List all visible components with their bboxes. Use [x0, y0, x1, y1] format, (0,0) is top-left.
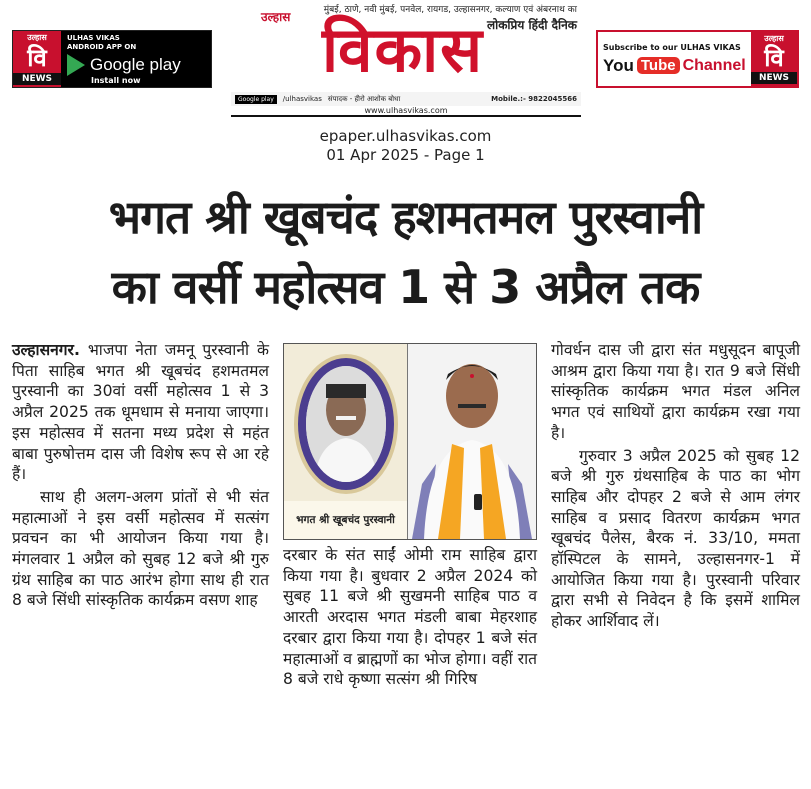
- install-now-label: Install now: [91, 75, 141, 85]
- epaper-site[interactable]: epaper.ulhasvikas.com: [319, 127, 492, 145]
- masthead: [231, 0, 581, 117]
- column-3-paragraph-1: गोवर्धन दास जी द्वारा संत मधुसूदन बापूजी आश्रम द्वारा किया गया है। रात 9 बजे सिंधी सांस्कृतिक कार्यक्रम भगत मंडल अनिल भगत एवं साथियों द्वारा कार्यक्रम रखा गया है।: [551, 341, 800, 442]
- leader-portrait-illustration: [408, 344, 536, 539]
- google-play-button[interactable]: [61, 31, 211, 87]
- article-headline: [10, 182, 801, 322]
- dateline: उल्हासनगर.: [12, 341, 80, 359]
- youtube-channel-badge[interactable]: [596, 30, 799, 88]
- masthead-small-title: उल्हास: [261, 10, 291, 24]
- logo-small-text-right: उल्हास: [764, 34, 784, 43]
- google-play-top-line: [67, 34, 211, 52]
- headline-line-1: भगत श्री खूबचंद हशमतमल पुरस्वानी: [108, 190, 703, 244]
- masthead-website[interactable]: www.ulhasvikas.com: [364, 106, 448, 115]
- portrait-photo-leader: [408, 344, 536, 539]
- android-app-badge[interactable]: [12, 30, 212, 88]
- column-1-paragraph-1: [12, 340, 269, 485]
- google-play-top: ANDROID APP ON: [67, 42, 137, 51]
- article-column-3: [551, 340, 800, 634]
- google-play-mini-icon: Google play: [235, 95, 277, 104]
- column-1-text-1: भाजपा नेता जमनू पुरस्वानी के पिता साहिब भगत श्री खूबचंद हशमतमल पुरस्वानी का 30वां वर्सी महोत्सव 1 से 3 अप्रैल 2025 तक धूमधाम से मनाया जाएगा। इस महोत्सव में सतना मध्य प्रदेश से महंत बाबा पुरुषोत्तम दास जी विशेष रूप से आ रहे हैं।: [12, 341, 269, 484]
- youtube-tube-icon: Tube: [637, 57, 680, 74]
- headline-line-2: का वर्सी महोत्सव 1 से 3 अप्रैल तक: [111, 260, 700, 314]
- edition-meta: [0, 127, 811, 165]
- masthead-cities: मुंबई, ठाणे, नवी मुंबई, पनवेल, रायगड, उल्हासनगर, कल्याण एवं अंबरनाथ का: [323, 5, 577, 15]
- masthead-tagline: लोकप्रिय हिंदी दैनिक: [486, 18, 577, 32]
- portrait-photo-elder: [284, 344, 408, 539]
- youtube-logo-row: [603, 56, 751, 76]
- article-column-2: [283, 545, 537, 692]
- column-2-paragraph-1: दरबार के संत साईं ओमी राम साहिब द्वारा किया गया है। बुधवार 2 अप्रैल 2024 को सुबह 11 बजे श्री सुखमनी साहिब पाठ व आरती अरदास भगत मंडली बाबा मेहरशाह दरबार द्वारा किया गया है। दोपहर 1 बजे संत महात्माओं व ब्राह्मणों का भोज होगा। वहीं रात 8 बजे राधे कृष्णा सत्संग श्री गिरिष: [283, 546, 537, 689]
- youtube-you: You: [603, 55, 634, 75]
- logo-news-label: NEWS: [13, 73, 61, 85]
- youtube-channel-label: Channel: [682, 56, 746, 74]
- editor-line: संपादक - हीरो आशोक बोधा: [327, 94, 401, 103]
- youtube-subscribe-line: [603, 43, 751, 53]
- logo-small-text: उल्हास: [27, 33, 47, 42]
- youtube-brand: ULHAS VIKAS: [680, 42, 741, 52]
- logo-news-label-right: NEWS: [751, 72, 797, 84]
- article-column-1: [12, 340, 269, 613]
- social-handle: /ulhasvikas: [282, 95, 322, 103]
- elder-portrait-illustration: [306, 366, 386, 482]
- mobile-number: Mobile.:- 9822045566: [491, 95, 577, 103]
- logo-letter: वि: [27, 43, 47, 72]
- portrait-frame: [294, 354, 398, 494]
- ulhas-vikas-logo-right: [751, 32, 797, 86]
- google-play-brand: ULHAS VIKAS: [67, 33, 120, 42]
- portrait-inner: [306, 366, 386, 482]
- masthead-info-strip: [231, 92, 581, 106]
- column-3-paragraph-2: गुरुवार 3 अप्रैल 2025 को सुबह 12 बजे श्री गुरु ग्रंथसाहिब के पाठ का भोग साहिब और दोपहर 2 बजे से आम लंगर साहिब व प्रसाद वितरण कार्यक्रम भगत खूबचंद पैलेस, बैरक नं. 33/10, ममता हॉस्पिटल के सामने, उल्हासनगर-1 में आयोजित किया गया है। पुरस्वानी परिवार द्वारा सभी से निवेदन है कि इसमें शामिल होकर आर्शिवाद लें।: [551, 446, 800, 631]
- column-1-paragraph-2: साथ ही अलग-अलग प्रांतों से भी संत महात्माओं ने इस वर्सी महोत्सव में सत्संग प्रवचन का भी आयोजन किया गया है। मंगलवार 1 अप्रैल को सुबह 12 बजे श्री गुरु ग्रंथ साहिब का पाठ आरंभ होगा साथ ही रात 8 बजे सिंधी सांस्कृतिक कार्यक्रम वसण शाह: [12, 487, 269, 610]
- masthead-title: विकास: [321, 13, 485, 86]
- youtube-area: [598, 32, 751, 86]
- ulhas-vikas-logo: [13, 31, 61, 87]
- google-play-label: Google play: [90, 54, 181, 74]
- article-photo: [283, 343, 537, 540]
- youtube-subscribe-text: Subscribe to our: [603, 42, 678, 52]
- logo-letter-right: वि: [764, 43, 784, 72]
- edition-date-page: 01 Apr 2025 - Page 1: [326, 146, 485, 164]
- google-play-row: [67, 54, 211, 76]
- play-icon: [67, 54, 85, 76]
- photo-caption: भगत श्री खूबचंद पुरस्वानी: [284, 501, 407, 539]
